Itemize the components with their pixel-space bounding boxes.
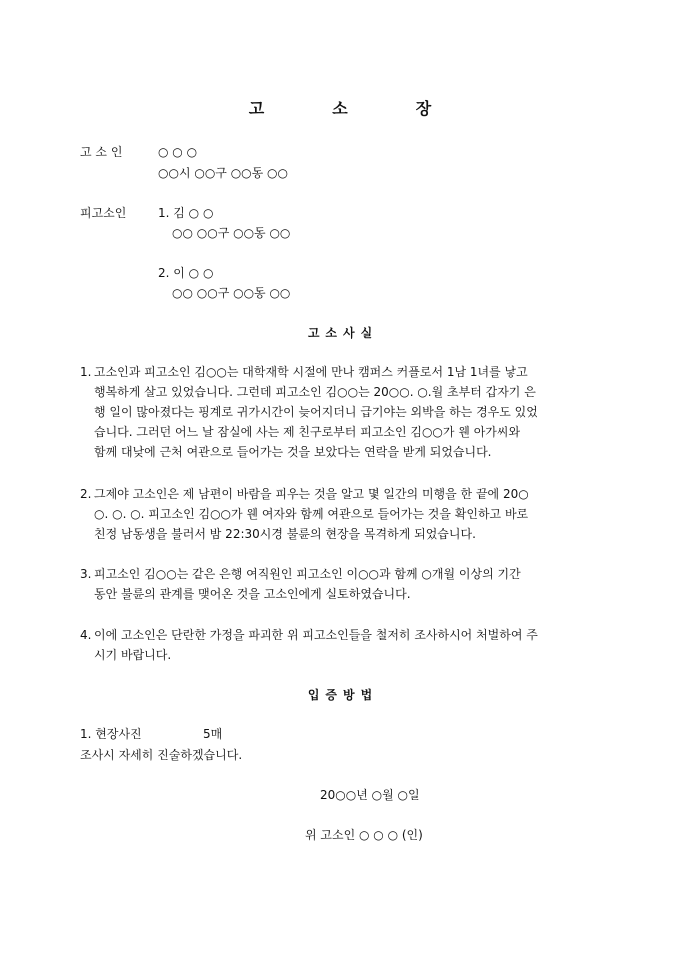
- paragraph-number: 2.: [80, 487, 92, 501]
- defendant-1-name: 1. 김 ○ ○: [158, 206, 214, 220]
- paragraph-line: 그제야 고소인은 제 남편이 바람을 피우는 것을 알고 몇 일간의 미행을 한 끝에 20○: [94, 487, 529, 501]
- fact-paragraph-2: [80, 484, 600, 544]
- paragraph-line: 행 일이 많아졌다는 핑계로 귀가시간이 늦어지더니 급기야는 외박을 하는 경우도 있었: [94, 405, 538, 419]
- title-char-2: 소: [332, 99, 348, 118]
- fact-paragraph-4: [80, 625, 600, 665]
- evidence-heading-char: 방: [343, 688, 355, 702]
- facts-heading-char: 실: [360, 326, 373, 340]
- paragraph-number: 4.: [80, 628, 92, 642]
- paragraph-line: 시기 바랍니다.: [94, 648, 172, 662]
- evidence-heading: [0, 686, 680, 703]
- facts-heading-char: 소: [325, 326, 337, 340]
- paragraph-number: 3.: [80, 567, 92, 581]
- document-title: [0, 96, 680, 119]
- complainant-address: ○○시 ○○구 ○○동 ○○: [158, 166, 288, 180]
- complainant-label: 고 소 인: [80, 145, 123, 159]
- paragraph-line: 습니다. 그러던 어느 날 잠실에 사는 제 친구로부터 피고소인 김○○가 웬 아가씨와: [94, 425, 521, 439]
- evidence-item-count: 5매: [203, 727, 223, 741]
- defendant-1-address: ○○ ○○구 ○○동 ○○: [172, 226, 291, 240]
- complainant-name: ○ ○ ○: [158, 145, 198, 159]
- paragraph-line: 이에 고소인은 단란한 가정을 파괴한 위 피고소인들을 철저히 조사하시어 처벌하여 주: [94, 628, 538, 642]
- evidence-item-label: 1. 현장사진: [80, 727, 142, 741]
- paragraph-line: 함께 대낮에 근처 여관으로 들어가는 것을 보았다는 연락을 받게 되었습니다.: [94, 445, 492, 459]
- paragraph-line: 피고소인 김○○는 같은 은행 여직원인 피고소인 이○○과 함께 ○개월 이상의 기간: [94, 567, 521, 581]
- document-date: 20○○년 ○월 ○일: [320, 788, 420, 802]
- defendant-2-address: ○○ ○○구 ○○동 ○○: [172, 286, 291, 300]
- defendant-2-name: 2. 이 ○ ○: [158, 266, 214, 280]
- title-char-3: 장: [415, 99, 432, 118]
- paragraph-line: 고소인과 피고소인 김○○는 대학재학 시절에 만나 캠퍼스 커플로서 1남 1녀를 낳고: [94, 365, 528, 379]
- facts-heading-char: 사: [343, 326, 355, 340]
- defendants-label: 피고소인: [80, 206, 127, 220]
- facts-heading: [0, 324, 680, 341]
- evidence-heading-char: 법: [360, 688, 373, 702]
- signature-line: 위 고소인 ○ ○ ○ (인): [305, 828, 423, 842]
- fact-paragraph-1: [80, 362, 600, 462]
- facts-heading-char: 고: [307, 326, 320, 340]
- paragraph-number: 1.: [80, 365, 92, 379]
- evidence-heading-char: 입: [307, 688, 320, 702]
- title-char-1: 고: [248, 99, 265, 118]
- fact-paragraph-3: [80, 564, 600, 604]
- paragraph-line: 동안 불륜의 관계를 맺어온 것을 고소인에게 실토하였습니다.: [94, 587, 411, 601]
- evidence-note: 조사시 자세히 진술하겠습니다.: [80, 748, 243, 762]
- paragraph-line: 행복하게 살고 있었습니다. 그런데 피고소인 김○○는 20○○. ○.월 초부터 갑자기 은: [94, 385, 536, 399]
- evidence-heading-char: 증: [325, 688, 337, 702]
- paragraph-line: 친정 남동생을 불러서 밤 22:30시경 불륜의 현장을 목격하게 되었습니다.: [94, 527, 476, 541]
- paragraph-line: ○. ○. ○. 피고소인 김○○가 웬 여자와 함께 여관으로 들어가는 것을 확인하고 바로: [94, 507, 529, 521]
